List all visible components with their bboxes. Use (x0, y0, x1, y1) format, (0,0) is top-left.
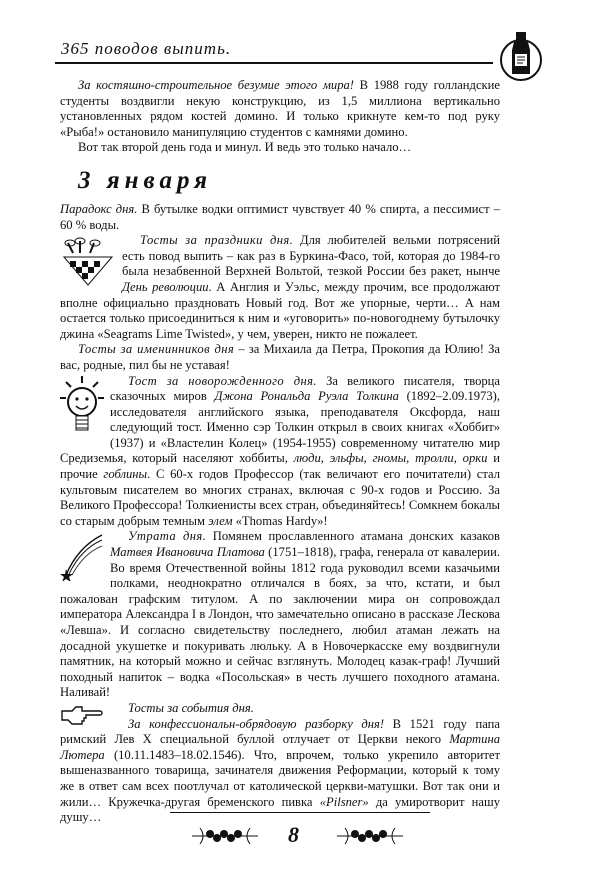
intro-paragraph: За костяшно-строительное безумие этого мира! В 1988 году голландские студенты воздвигли некую конструкцию, из 1,5 миллиона вертикально установленных рядом костей домино. И только крикнуте кем-то под руку «Рыба!» остановило манипуляцию студентов с камнями домино. (60, 78, 500, 139)
shooting-star-icon (60, 531, 104, 581)
holidays-paragraph: Тосты за праздники дня. Для любителей вельми потрясений есть повод выпить – как раз в Буркина-Фасо, той, которая до 1984-го была незабвенной Верхней Вольтой, тезкой России без ракет, нынче День революции. А Англия и Уэльс, между прочим, все продолжают вполне официально праздновать Новый год. Вот же упорные, черти… А нам остается только присоединиться к ним и «уговорить» по-новогоднему бутылочку джина «Seagrams Lime Twisted», у чем, уверен, никто не пожалеет. (60, 233, 500, 341)
page-content (60, 78, 500, 826)
intro-closing: Вот так второй день года и минул. И ведь это только начало… (78, 140, 412, 155)
footer-rule (170, 812, 430, 813)
paradox-paragraph: Парадокс дня. В бутылке водки оптимист чувствует 40 % спирта, а пессимист – 60 % воды. (60, 201, 500, 232)
header-rule (55, 62, 493, 64)
day-heading: 3 января (78, 166, 213, 194)
newborn-paragraph: Тост за новорожденного дня. За великого писателя, творца сказочных миров Джона Рональда Руэла Толкина (1892–2.09.1973), исследователя английского языка, преподавателя Оксфорда, наш следующий тост. Именно сэр Толкин открыл в своих книгах «Хоббит» (1937) и «Властелин Колец» (1954-1955) современному читателю мир Средиземья, который населяют хоббиты, люди, эльфы, гномы, тролли, орки и прочие гоблины. С 60-х годов Профессор (так величают его почитатели) стал культовым писателем во многих странах, включая с 90-х годов и Россию. За Великого Профессора! Толкиенисты всех стран, объединяйтесь! Сомкнем бокалы со старым добрым темным элем «Thomas Hardy»! (60, 373, 500, 528)
page-footer (170, 812, 430, 862)
lightbulb-icon (60, 376, 104, 440)
chessboard-glasses-icon (60, 235, 116, 287)
namesakes-paragraph: Тосты за именинников дня – за Михаила да Петра, Прокопия да Юлию! За вас, родные, пил бы не уставая! (60, 342, 500, 372)
loss-paragraph: Утрата дня. Помянем прославленного атамана донских казаков Матвея Ивановича Платова (1751–1818), графа, генерала от кавалерии. Во время Отечественной войны 1812 года руководил всеми казачьими полками, неоднократно отличался в боях, за что, кстати, и был пожалован графским титулом. А по заключении мира он сопровождал императора Александра I в Лондон, что замечательно описано в рассказе Лескова «Левша». И согласно свидетельству последнего, любил атаман лежать на досадной укушетке и покуривать люльку. А в Новочеркасске ему воздвигнули памятник, на который можно и сейчас взглянуть. Молодец казак-граф! Лучший походный напиток – водка «Посольская» в честь лучшего походного атамана. Наливай! (60, 529, 500, 700)
page-header (55, 30, 545, 70)
bottle-emblem-icon (495, 30, 547, 82)
events-paragraph: За конфессиональн-обрядовую разборку дня! В 1521 году папа римский Лев X специальной буллой отлучает от Церкви некого Мартина Лютера (10.11.1483–18.02.1546). Что, впрочем, только укрепило авторитет вышеназванного товарища, зачинателя движения Реформации, который к тому же в ответ сам всех поотлучал от католической церкви-матушки. Вот так они и жили… Кружечка-другая бременского пивка «Pilsner» да умиротворит нашу душу… (60, 716, 501, 825)
events-heading: Тосты за события дня. (128, 700, 254, 715)
grape-ornament-icon (190, 824, 260, 848)
page-number: 8 (288, 822, 299, 847)
pointing-hand-icon (60, 703, 104, 727)
running-title: 365 поводов выпить. (61, 39, 232, 58)
grape-ornament-icon (335, 824, 405, 848)
